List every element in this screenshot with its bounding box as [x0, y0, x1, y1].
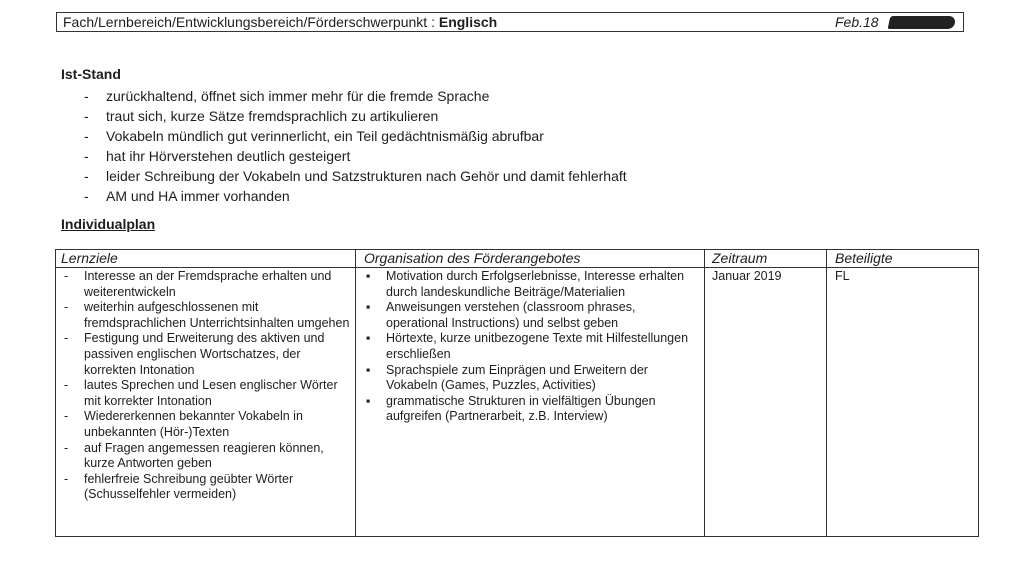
ist-stand-item-text: AM und HA immer vorhanden — [106, 188, 290, 204]
zeitraum-cell: Januar 2019 — [712, 269, 782, 283]
column-divider — [704, 250, 705, 536]
lernziel-text: fehlerfreie Schreibung geübter Wörter (Schusselfehler vermeiden) — [84, 471, 294, 502]
lernziel-text: lautes Sprechen und Lesen englischer Wörter mit korrekter Intonation — [84, 378, 338, 408]
ist-stand-item — [84, 166, 627, 186]
individualplan-title: Individualplan — [61, 216, 156, 232]
lernziel-item — [60, 269, 350, 300]
lernziel-item — [60, 331, 350, 378]
document-header — [56, 12, 964, 32]
organisation-text: Sprachspiele zum Einprägen und Erweitern der Vokabeln (Games, Puzzles, Activities) — [386, 362, 648, 393]
ist-stand-item — [84, 186, 627, 206]
dash-marker: - — [64, 440, 69, 455]
dash-marker: - — [64, 331, 69, 346]
ist-stand-item — [84, 126, 627, 146]
lernziel-text: Festigung und Erweiterung des aktiven und passiven englischen Wortschatzes, der korrekten Intonation — [84, 331, 325, 377]
header-row-divider — [56, 267, 978, 268]
lernziel-item — [60, 472, 350, 503]
lernziel-text: Interesse an der Fremdsprache erhalten und weiterentwickeln — [84, 269, 332, 299]
redaction-mark — [888, 16, 957, 29]
square-bullet-icon: ▪ — [366, 300, 371, 315]
organisation-text: grammatische Strukturen in vielfältigen Übungen aufgreifen (Partnerarbeit, z.B. Interview) — [386, 393, 656, 424]
ist-stand-item-text: Vokabeln mündlich gut verinnerlicht, ein Teil gedächtnismäßig abrufbar — [106, 128, 544, 144]
ist-stand-list — [84, 86, 627, 206]
lernziel-text: Wiedererkennen bekannter Vokabeln in unbekannten (Hör-)Texten — [84, 409, 303, 439]
column-header-lernziele: Lernziele — [61, 250, 118, 266]
organisation-item — [362, 363, 698, 394]
dash-marker: - — [84, 148, 89, 164]
column-divider — [355, 250, 356, 536]
column-header-beteiligte: Beteiligte — [835, 250, 893, 266]
square-bullet-icon: ▪ — [366, 331, 371, 346]
subject-line — [63, 13, 497, 31]
square-bullet-icon: ▪ — [366, 393, 371, 408]
organisation-cell — [362, 269, 698, 425]
lernziel-item — [60, 409, 350, 440]
dash-marker: - — [64, 409, 69, 424]
lernziel-text: weiterhin aufgeschlossenen mit fremdsprachlichen Unterrichtsinhalten umgehen — [84, 300, 350, 330]
beteiligte-cell: FL — [835, 269, 850, 283]
ist-stand-item — [84, 86, 627, 106]
dash-marker: - — [64, 471, 69, 486]
organisation-item — [362, 269, 698, 300]
ist-stand-item — [84, 146, 627, 166]
organisation-item — [362, 394, 698, 425]
dash-marker: - — [64, 300, 69, 315]
lernziel-text: auf Fragen angemessen reagieren können, kurze Antworten geben — [84, 440, 324, 471]
square-bullet-icon: ▪ — [366, 269, 371, 283]
dash-marker: - — [64, 269, 69, 283]
lernziel-item — [60, 300, 350, 331]
subject-value: Englisch — [438, 14, 498, 30]
organisation-text: Anweisungen verstehen (classroom phrases, operational Instructions) und selbst geben — [386, 300, 636, 330]
ist-stand-item-text: hat ihr Hörverstehen deutlich gesteigert — [106, 148, 351, 164]
header-date: Feb.18 — [835, 14, 879, 30]
column-header-organisation: Organisation des Förderangebotes — [364, 250, 581, 266]
ist-stand-item-text: zurückhaltend, öffnet sich immer mehr für die fremde Sprache — [106, 88, 490, 104]
organisation-text: Hörtexte, kurze unitbezogene Texte mit Hilfestellungen erschließen — [386, 331, 689, 361]
dash-marker: - — [84, 128, 89, 144]
dash-marker: - — [84, 88, 89, 104]
organisation-item — [362, 331, 698, 362]
dash-marker: - — [84, 108, 89, 124]
dash-marker: - — [84, 188, 89, 204]
ist-stand-title: Ist-Stand — [61, 66, 121, 82]
dash-marker: - — [64, 378, 69, 393]
lernziel-item — [60, 378, 350, 409]
dash-marker: - — [84, 168, 89, 184]
ist-stand-item — [84, 106, 627, 126]
subject-prefix: Fach/Lernbereich/Entwicklungsbereich/Förderschwerpunkt : — [63, 14, 439, 30]
column-divider — [826, 250, 827, 536]
organisation-text: Motivation durch Erfolgserlebnisse, Interesse erhalten durch landeskundliche Beiträge/Materialien — [386, 269, 685, 299]
organisation-item — [362, 300, 698, 331]
lernziel-item — [60, 441, 350, 472]
individualplan-table — [55, 249, 979, 537]
ist-stand-item-text: leider Schreibung der Vokabeln und Satzstrukturen nach Gehör und damit fehlerhaft — [106, 168, 627, 184]
lernziele-cell — [60, 269, 350, 503]
square-bullet-icon: ▪ — [366, 362, 371, 377]
column-header-zeitraum: Zeitraum — [712, 250, 768, 266]
ist-stand-item-text: traut sich, kurze Sätze fremdsprachlich zu artikulieren — [106, 108, 439, 124]
